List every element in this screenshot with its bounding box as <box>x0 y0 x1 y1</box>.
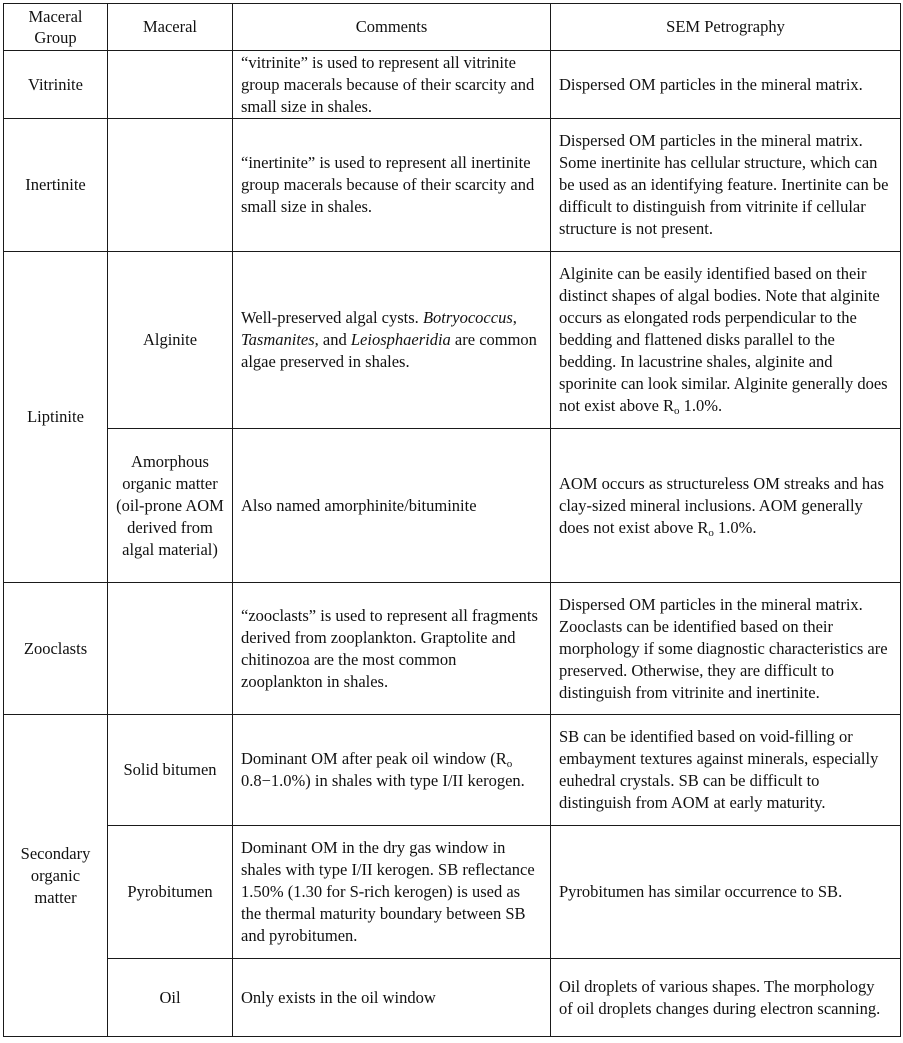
header-sem-petrography: SEM Petrography <box>551 4 901 51</box>
comments-alginite-sep-1: , <box>512 308 517 327</box>
genus-leiosphaeridia: Leiosphaeridia <box>350 330 451 349</box>
maceral-zooclasts-empty <box>108 583 233 715</box>
maceral-alginite: Alginite <box>108 252 233 429</box>
sem-zooclasts: Dispersed OM particles in the mineral matrix. Zooclasts can be identified based on their morphology if some diagnostic characteristics are preserved. Otherwise, they are difficult to distinguish from vitrinite and inertinite. <box>551 583 901 715</box>
group-vitrinite: Vitrinite <box>4 51 108 119</box>
group-inertinite: Inertinite <box>4 119 108 252</box>
comments-alginite-text-1: Well-preserved algal cysts. <box>241 308 419 327</box>
comments-inertinite: “inertinite” is used to represent all inertinite group macerals because of their scarcity and small size in shales. <box>233 119 551 252</box>
sem-solid-bitumen: SB can be identified based on void-filling or embayment textures against minerals, especially euhedral crystals. SB can be difficult to distinguish from AOM at early maturity. <box>551 715 901 826</box>
header-maceral-group: Maceral Group <box>4 4 108 51</box>
sem-aom-text: AOM occurs as structureless OM streaks and has clay-sized mineral inclusions. AOM generally does not exist above R <box>559 473 884 537</box>
maceral-aom: Amorphous organic matter (oil-prone AOM derived from algal material) <box>108 429 233 583</box>
comments-alginite-sep-2: , and <box>314 330 347 349</box>
table-row-inertinite <box>4 119 901 252</box>
table-row-zooclasts <box>4 583 901 715</box>
header-comments: Comments <box>233 4 551 51</box>
maceral-vitrinite-empty <box>108 51 233 119</box>
comments-aom: Also named amorphinite/bituminite <box>233 429 551 583</box>
maceral-pyrobitumen: Pyrobitumen <box>108 826 233 959</box>
group-secondary-organic-matter: Secondary organic matter <box>4 715 108 1037</box>
sem-aom-subscript: o <box>708 526 714 539</box>
table-row-oil <box>4 959 901 1037</box>
sem-alginite-end: 1.0%. <box>679 396 723 415</box>
table-row-vitrinite <box>4 51 901 119</box>
comments-solid-bitumen-text-2: 0.8−1.0%) in shales with type I/II kerogen. <box>241 771 525 790</box>
sem-pyrobitumen: Pyrobitumen has similar occurrence to SB. <box>551 826 901 959</box>
comments-alginite-text-2: are common algae preserved in shales. <box>241 330 537 371</box>
sem-aom-end: 1.0%. <box>713 517 757 537</box>
sem-oil: Oil droplets of various shapes. The morphology of oil droplets changes during electron scanning. <box>551 959 901 1037</box>
sem-alginite-subscript: o <box>674 405 680 417</box>
comments-solid-bitumen-subscript: o <box>506 758 513 770</box>
genus-tasmanites: Tasmanites <box>241 330 315 349</box>
maceral-classification-table <box>3 3 901 1037</box>
comments-zooclasts: “zooclasts” is used to represent all fragments derived from zooplankton. Graptolite and chitinozoa are the most common zooplankton in shales. <box>233 583 551 715</box>
header-row <box>4 4 901 51</box>
sem-alginite <box>551 252 901 429</box>
maceral-solid-bitumen: Solid bitumen <box>108 715 233 826</box>
maceral-inertinite-empty <box>108 119 233 252</box>
comments-solid-bitumen <box>233 715 551 826</box>
comments-oil: Only exists in the oil window <box>233 959 551 1037</box>
table-row-alginite <box>4 252 901 429</box>
comments-solid-bitumen-text-1: Dominant OM after peak oil window (R <box>241 749 507 768</box>
comments-vitrinite: “vitrinite” is used to represent all vitrinite group macerals because of their scarcity and small size in shales. <box>233 51 551 119</box>
table-row-solid-bitumen <box>4 715 901 826</box>
table-row-aom <box>4 429 901 583</box>
sem-inertinite: Dispersed OM particles in the mineral matrix. Some inertinite has cellular structure, which can be used as an identifying feature. Inertinite can be difficult to distinguish from vitrinite if cellular structure is not present. <box>551 119 901 252</box>
comments-alginite <box>233 252 551 429</box>
genus-botryococcus: Botryococcus <box>422 308 513 327</box>
group-zooclasts: Zooclasts <box>4 583 108 715</box>
sem-aom <box>551 429 901 583</box>
group-liptinite: Liptinite <box>4 252 108 583</box>
sem-vitrinite: Dispersed OM particles in the mineral matrix. <box>551 51 901 119</box>
comments-pyrobitumen: Dominant OM in the dry gas window in shales with type I/II kerogen. SB reflectance 1.50% (1.30 for S-rich kerogen) is used as the thermal maturity boundary between SB and pyrobitumen. <box>233 826 551 959</box>
sem-alginite-text: Alginite can be easily identified based on their distinct shapes of algal bodies. Note that alginite occurs as elongated rods perpendicular to the bedding and flattened disks parallel to the bedding. In lacustrine shales, alginite and sporinite can look similar. Alginite generally does not exist above R <box>559 264 888 415</box>
header-maceral: Maceral <box>108 4 233 51</box>
table-row-pyrobitumen <box>4 826 901 959</box>
maceral-oil: Oil <box>108 959 233 1037</box>
